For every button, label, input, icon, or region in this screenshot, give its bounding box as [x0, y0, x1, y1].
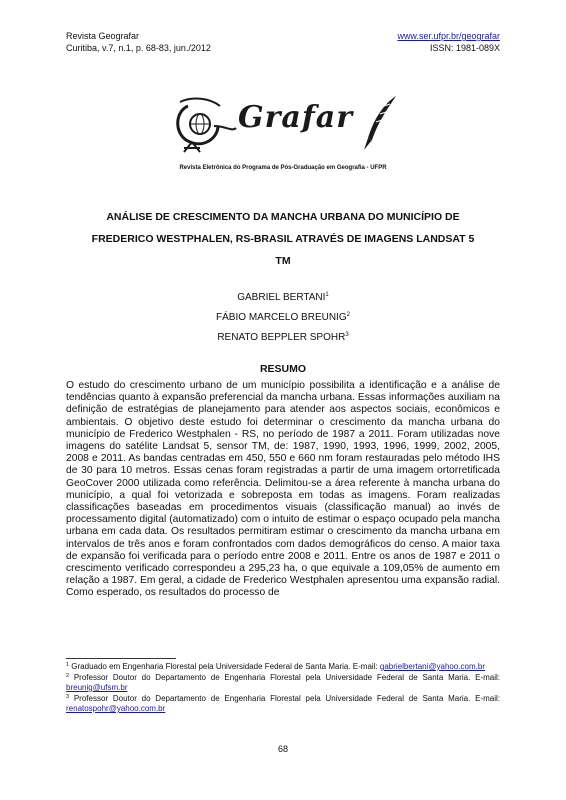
email-link[interactable]: renatospohr@yahoo.com.br: [66, 704, 166, 713]
footnote-marker[interactable]: 3: [345, 332, 349, 338]
footnotes: [66, 662, 500, 715]
running-header-left: [66, 30, 211, 54]
journal-issn: ISSN: 1981-089X: [429, 43, 500, 53]
abstract-body: O estudo do crescimento urbano de um município possibilita a identificação e a análise de tendências quanto à expansão preferencial da mancha urbana. Essas informações auxiliam na definição de estratégias de planejamento para atender aos aspectos sociais, econômicos e ambientais. O objetivo deste estudo foi determinar o crescimento da mancha urbana do município de Frederico Westphalen - RS, no período de 1987 a 2011. Foram utilizadas nove imagens do satélite Landsat 5, sensor TM, de: 1987, 1990, 1993, 1996, 1999, 2002, 2005, 2008 e 2011. As bandas centradas em 450, 550 e 660 nm foram restauradas pelo método IHS de 30 para 10 metros. Essas cenas foram registradas a partir de uma imagem ortorretificada GeoCover 2000 utilizada como referência. Delimitou-se a área referente à mancha urbana do município, a qual foi vetorizada e sobreposta em todas as imagens. Foram realizadas classificações baseadas em procedimentos visuais (classificação manual) ao invés de processamento digital (automatizado) com o intuito de estimar o espaço ocupado pela mancha urbana em cada data. Os resultados permitiram estimar o crescimento da mancha urbana em intervalos de três anos e foram confrontados com dados demográficos do censo. A maior taxa de expansão foi verificada para o período entre 2008 e 2011. Entre os anos de 1987 e 2011 o crescimento verificado correspondeu a 295,23 ha, o que equivale a 109,05% de aumento em relação a 1987. Em geral, a cidade de Frederico Westphalen apresentou uma expansão radial. Como esperado, os resultados do processo de: [66, 380, 500, 599]
footnote: $^2$ Professor Doutor do Departamento de Engenharia Florestal pela Universidade Federal de Santa Maria. E-mail: breunig@ufsm.br: [66, 673, 501, 692]
journal-logo: [170, 92, 400, 160]
title-line-2: FREDERICO WESTPHALEN, RS-BRASIL ATRAVÉS DE IMAGENS LANDSAT 5: [91, 233, 475, 245]
journal-citation: Curitiba, v.7, n.1, p. 68-83, jun./2012: [66, 43, 211, 53]
email-link[interactable]: breunig@ufsm.br: [66, 683, 128, 692]
footnote-marker[interactable]: 1: [325, 292, 329, 298]
title-line-3: TM: [275, 255, 291, 267]
running-header-right: [397, 30, 500, 54]
author: RENATO BEPPLER SPOHR$^3$: [217, 332, 349, 343]
title-line-1: ANÁLISE DE CRESCIMENTO DA MANCHA URBANA DO MUNICÍPIO DE: [106, 211, 460, 223]
footnote: $^1$ Graduado em Engenharia Florestal pela Universidade Federal de Santa Maria. E-mail: gabrielbertani@yahoo.com.br: [66, 662, 485, 671]
email-link[interactable]: gabrielbertani@yahoo.com.br: [379, 662, 485, 671]
author: FÁBIO MARCELO BREUNIG$^2$: [216, 312, 350, 323]
footnote: $^3$ Professor Doutor do Departamento de Engenharia Florestal pela Universidade Federal de Santa Maria. E-mail: renatospohr@yahoo.com.br: [66, 694, 501, 713]
paper-title: [66, 206, 500, 272]
page-number: 68: [277, 744, 288, 754]
footnote-divider: [66, 658, 176, 659]
logo-wordmark: Grafar: [238, 100, 354, 135]
author: GABRIEL BERTANI$^1$: [237, 292, 329, 303]
journal-url-link[interactable]: www.ser.ufpr.br/geografar: [397, 31, 500, 41]
footnote-marker[interactable]: 2: [346, 312, 350, 318]
logo-subtitle: Revista Eletrônica do Programa de Pós-Graduação em Geografia - UFPR: [179, 165, 387, 171]
quill-pen-icon: [360, 94, 400, 154]
abstract-heading: RESUMO: [259, 363, 307, 375]
journal-name: Revista Geografar: [66, 31, 140, 41]
author-list: [0, 288, 566, 348]
